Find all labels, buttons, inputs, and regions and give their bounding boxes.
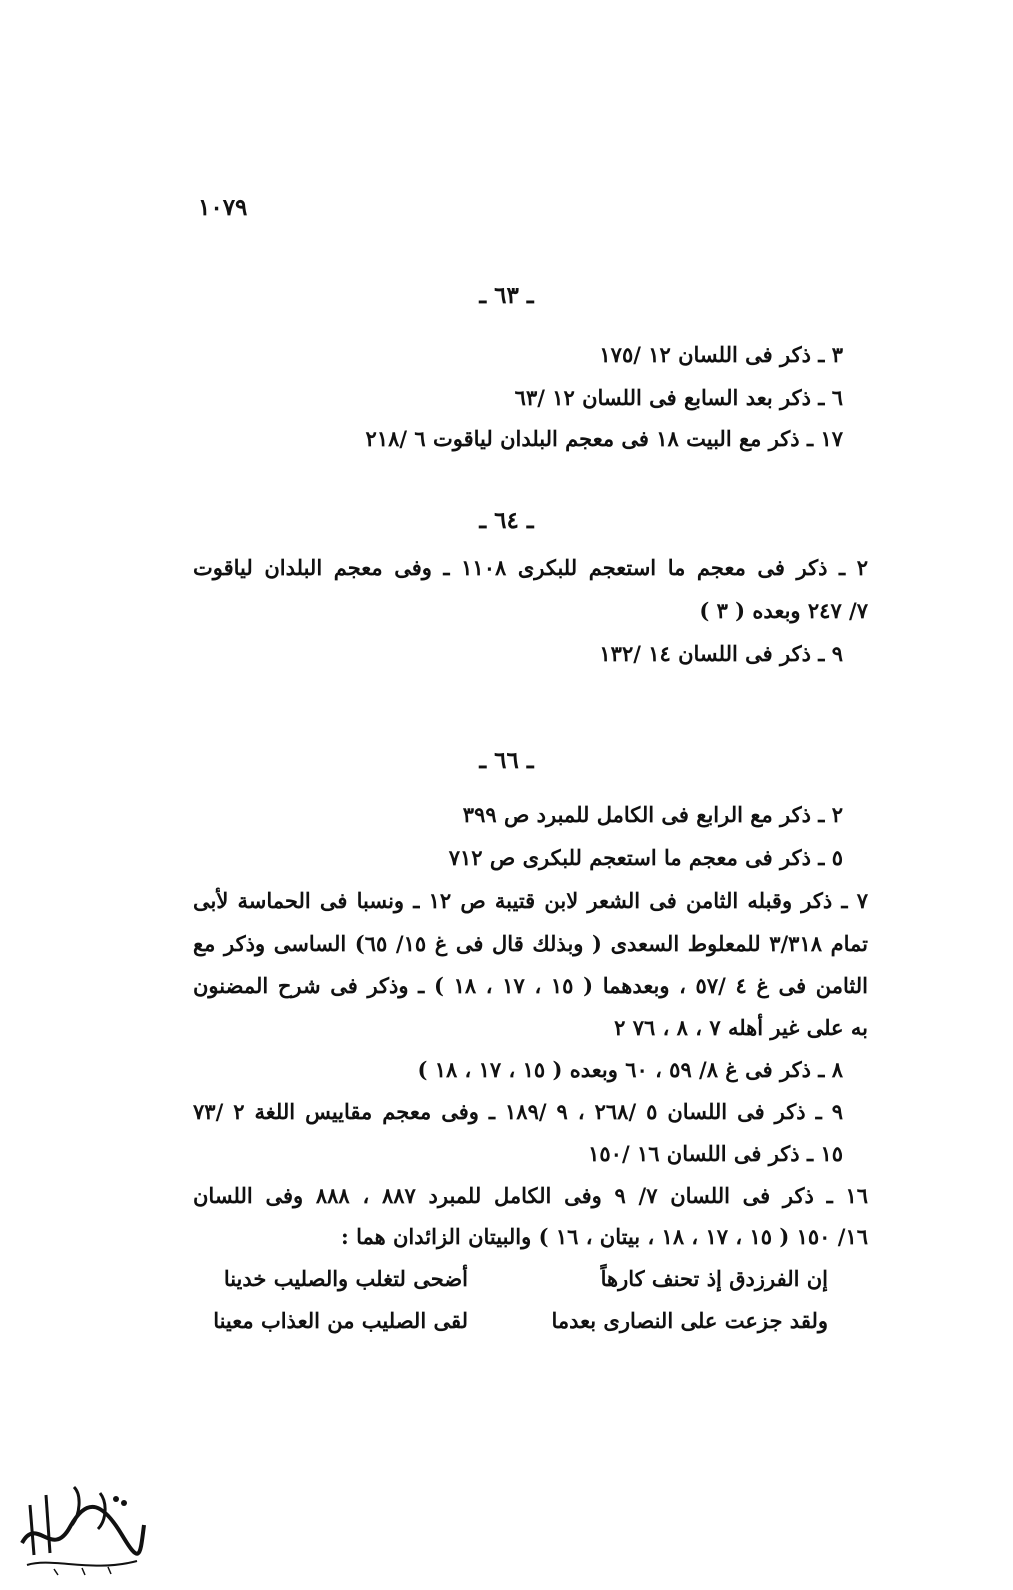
note-line: ١٦/ ١٥٠ ( ١٥ ، ١٧ ، ١٨ ، بيتان ، ١٦ ) والبيتان الزائدان هما : xyxy=(341,1224,868,1249)
page-number: ١٠٧٩ xyxy=(198,194,248,221)
note-line: ٩ ـ ذكر فى اللسان ٥ /٢٦٨ ، ٩ /١٨٩ ـ وفى معجم مقاييس اللغة ٢ /٧٣ xyxy=(193,1099,844,1124)
note-line: ٣ ـ ذكر فى اللسان ١٢ /١٧٥ xyxy=(599,342,843,367)
section-heading-64: ـ ٦٤ ـ xyxy=(479,507,534,534)
note-line: به على غير أهله ٧ ، ٨ ، ٧٦ ٢ xyxy=(614,1015,868,1040)
verse-hemistich-second: أضحى لتغلب والصليب خدينا xyxy=(223,1266,468,1291)
note-line: ٧/ ٢٤٧ وبعده ( ٣ ) xyxy=(699,598,868,623)
note-line: ٥ ـ ذكر فى معجم ما استعجم للبكرى ص ٧١٢ xyxy=(448,845,843,870)
note-line: ١٥ ـ ذكر فى اللسان ١٦ /١٥٠ xyxy=(588,1141,843,1166)
note-line: ٧ ـ ذكر وقبله الثامن فى الشعر لابن قتيبة ص ١٢ ـ ونسبا فى الحماسة لأبى xyxy=(193,888,868,913)
note-line: ١٧ ـ ذكر مع البيت ١٨ فى معجم البلدان لياقوت ٦ /٢١٨ xyxy=(365,426,843,451)
note-line: ١٦ ـ ذكر فى اللسان ٧/ ٩ وفى الكامل للمبرد ٨٨٧ ، ٨٨٨ وفى اللسان xyxy=(193,1183,869,1208)
note-line: ٢ ـ ذكر فى معجم ما استعجم للبكرى ١١٠٨ ـ وفى معجم البلدان لياقوت xyxy=(193,555,868,580)
note-line: ٩ ـ ذكر فى اللسان ١٤ /١٣٢ xyxy=(599,641,843,666)
calligraphy-stamp-logo xyxy=(12,1465,152,1580)
note-line: ٨ ـ ذكر فى غ ٨/ ٥٩ ، ٦٠ وبعده ( ١٥ ، ١٧ ، ١٨ ) xyxy=(417,1057,843,1082)
verse-hemistich-first: إن الفرزدق إذ تحنف كارهاً xyxy=(600,1266,828,1291)
note-line: تمام ٣/٣١٨ للمعلوط السعدى ( وبذلك قال فى غ ١٥/ ٦٥) الساسى وذكر مع xyxy=(193,931,869,956)
verse-hemistich-second: لقى الصليب من العذاب معينا xyxy=(213,1308,468,1333)
note-line: ٦ ـ ذكر بعد السابع فى اللسان ١٢ /٦٣ xyxy=(514,385,843,410)
note-line: الثامن فى غ ٤ /٥٧ ، وبعدهما ( ١٥ ، ١٧ ، ١٨ ) ـ وذكر فى شرح المضنون xyxy=(193,973,868,998)
note-line: ٢ ـ ذكر مع الرابع فى الكامل للمبرد ص ٣٩٩ xyxy=(462,802,843,827)
section-heading-63: ـ ٦٣ ـ xyxy=(479,282,534,309)
verse-hemistich-first: ولقد جزعت على النصارى بعدما xyxy=(551,1308,828,1333)
section-heading-66: ـ ٦٦ ـ xyxy=(479,747,534,774)
